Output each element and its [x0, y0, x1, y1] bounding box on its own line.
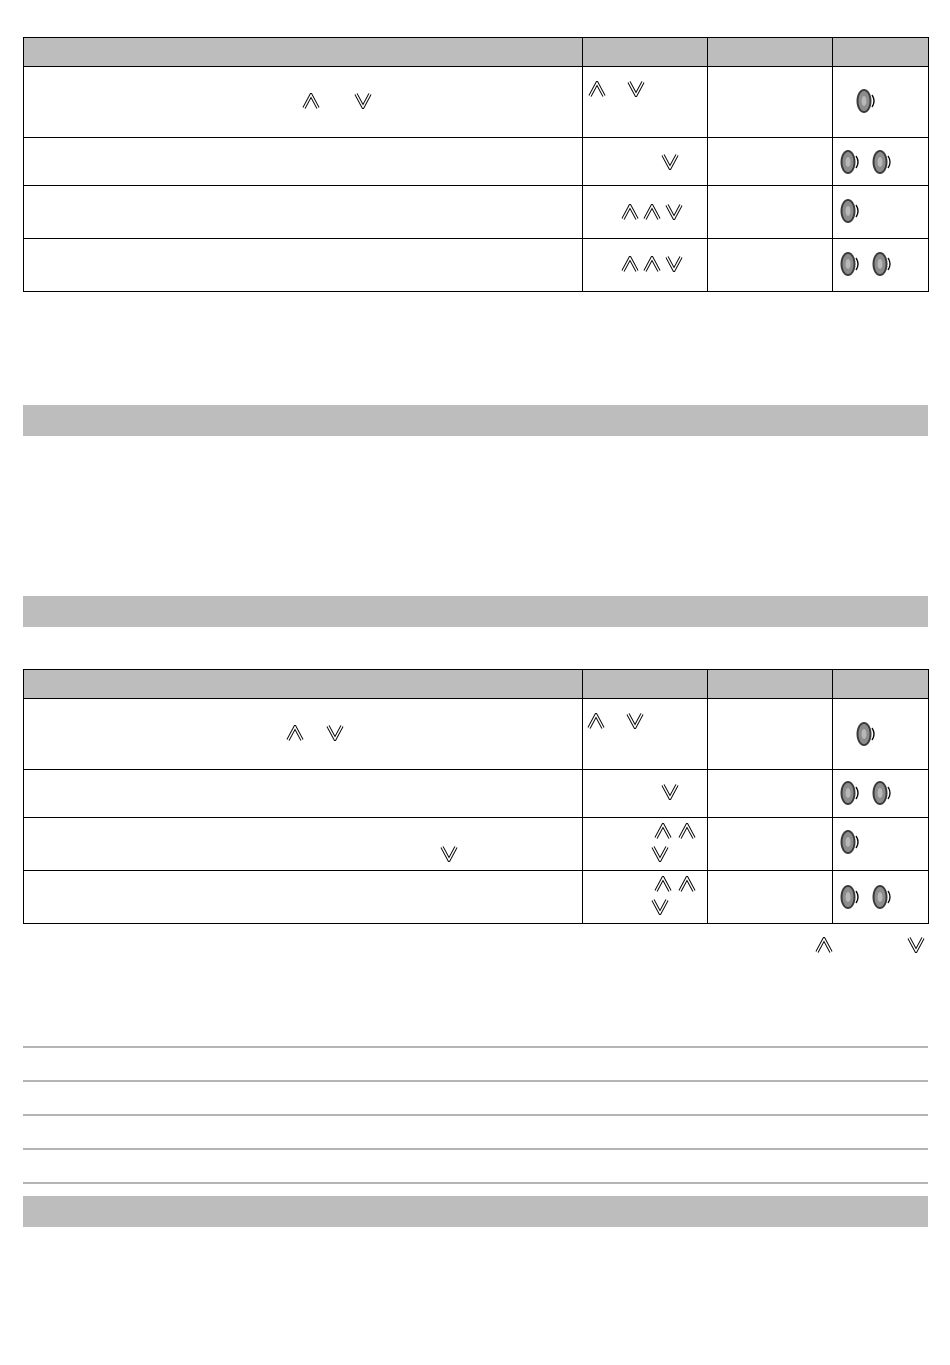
chevron-up-icon — [587, 713, 605, 729]
chevron-down-icon — [651, 899, 669, 915]
keys-cell — [583, 871, 708, 924]
section-header-band — [23, 1196, 928, 1227]
header-cell-keys — [583, 38, 708, 67]
header-cell-beeps — [833, 670, 929, 699]
beeps-cell — [833, 138, 929, 186]
divider-line — [23, 1114, 928, 1116]
table-bottom — [23, 669, 929, 924]
speaker-beep-icon — [839, 250, 863, 278]
description-cell — [24, 871, 583, 924]
table-row — [24, 699, 929, 770]
speaker-beep-icon — [839, 197, 863, 225]
display-cell — [708, 871, 833, 924]
header-cell-beeps — [833, 38, 929, 67]
chevron-up-icon — [588, 81, 606, 97]
keys-cell — [583, 138, 708, 186]
speaker-beep-icon — [839, 779, 863, 807]
chevron-up-icon — [654, 876, 672, 892]
keys-cell — [583, 699, 708, 770]
speaker-beep-icon — [871, 148, 895, 176]
section-header-band — [23, 596, 928, 627]
description-cell — [24, 138, 583, 186]
table-row — [24, 239, 929, 292]
chevron-down-icon — [651, 846, 669, 862]
display-cell — [708, 699, 833, 770]
table-top — [23, 37, 929, 292]
divider-line — [23, 1046, 928, 1048]
speaker-beep-icon — [839, 828, 863, 856]
chevron-down-icon — [665, 204, 683, 220]
header-cell-keys — [583, 670, 708, 699]
chevron-up-icon — [621, 256, 639, 272]
chevron-down-icon — [626, 713, 644, 729]
chevron-up-icon — [286, 725, 304, 741]
beeps-cell — [833, 818, 929, 871]
speaker-beep-icon — [839, 883, 863, 911]
description-cell — [24, 770, 583, 818]
table-row — [24, 770, 929, 818]
speaker-beep-icon — [871, 779, 895, 807]
beeps-cell — [833, 871, 929, 924]
chevron-up-icon — [302, 93, 320, 109]
chevron-down-icon — [440, 846, 458, 862]
display-cell — [708, 138, 833, 186]
chevron-up-icon — [815, 937, 833, 953]
header-cell-description — [24, 38, 583, 67]
chevron-up-icon — [643, 256, 661, 272]
description-cell — [24, 699, 583, 770]
chevron-down-icon — [661, 154, 679, 170]
keys-cell — [583, 239, 708, 292]
speaker-beep-icon — [871, 250, 895, 278]
description-cell — [24, 818, 583, 871]
keys-cell — [583, 770, 708, 818]
chevron-up-icon — [678, 876, 696, 892]
speaker-beep-icon — [839, 148, 863, 176]
chevron-down-icon — [665, 256, 683, 272]
beeps-cell — [833, 770, 929, 818]
display-cell — [708, 239, 833, 292]
beeps-cell — [833, 67, 929, 138]
keys-cell — [583, 67, 708, 138]
speaker-beep-icon — [855, 720, 879, 748]
divider-line — [23, 1148, 928, 1150]
divider-line — [23, 1182, 928, 1184]
description-cell — [24, 239, 583, 292]
divider-line — [23, 1080, 928, 1082]
display-cell — [708, 818, 833, 871]
display-cell — [708, 67, 833, 138]
description-cell — [24, 67, 583, 138]
table-row — [24, 67, 929, 138]
speaker-beep-icon — [855, 87, 879, 115]
table-header-row — [24, 38, 929, 67]
chevron-up-icon — [643, 204, 661, 220]
speaker-beep-icon — [871, 883, 895, 911]
display-cell — [708, 770, 833, 818]
beeps-cell — [833, 239, 929, 292]
table-row — [24, 818, 929, 871]
keys-cell — [583, 186, 708, 239]
chevron-down-icon — [907, 937, 925, 953]
table-row — [24, 138, 929, 186]
chevron-down-icon — [661, 784, 679, 800]
table-header-row — [24, 670, 929, 699]
beeps-cell — [833, 699, 929, 770]
keys-cell — [583, 818, 708, 871]
description-cell — [24, 186, 583, 239]
beeps-cell — [833, 186, 929, 239]
header-cell-description — [24, 670, 583, 699]
chevron-up-icon — [621, 204, 639, 220]
chevron-up-icon — [678, 823, 696, 839]
chevron-down-icon — [326, 725, 344, 741]
display-cell — [708, 186, 833, 239]
chevron-down-icon — [354, 93, 372, 109]
section-header-band — [23, 405, 928, 436]
chevron-down-icon — [627, 81, 645, 97]
chevron-up-icon — [654, 823, 672, 839]
header-cell-display — [708, 670, 833, 699]
table-row — [24, 186, 929, 239]
table-row — [24, 871, 929, 924]
header-cell-display — [708, 38, 833, 67]
